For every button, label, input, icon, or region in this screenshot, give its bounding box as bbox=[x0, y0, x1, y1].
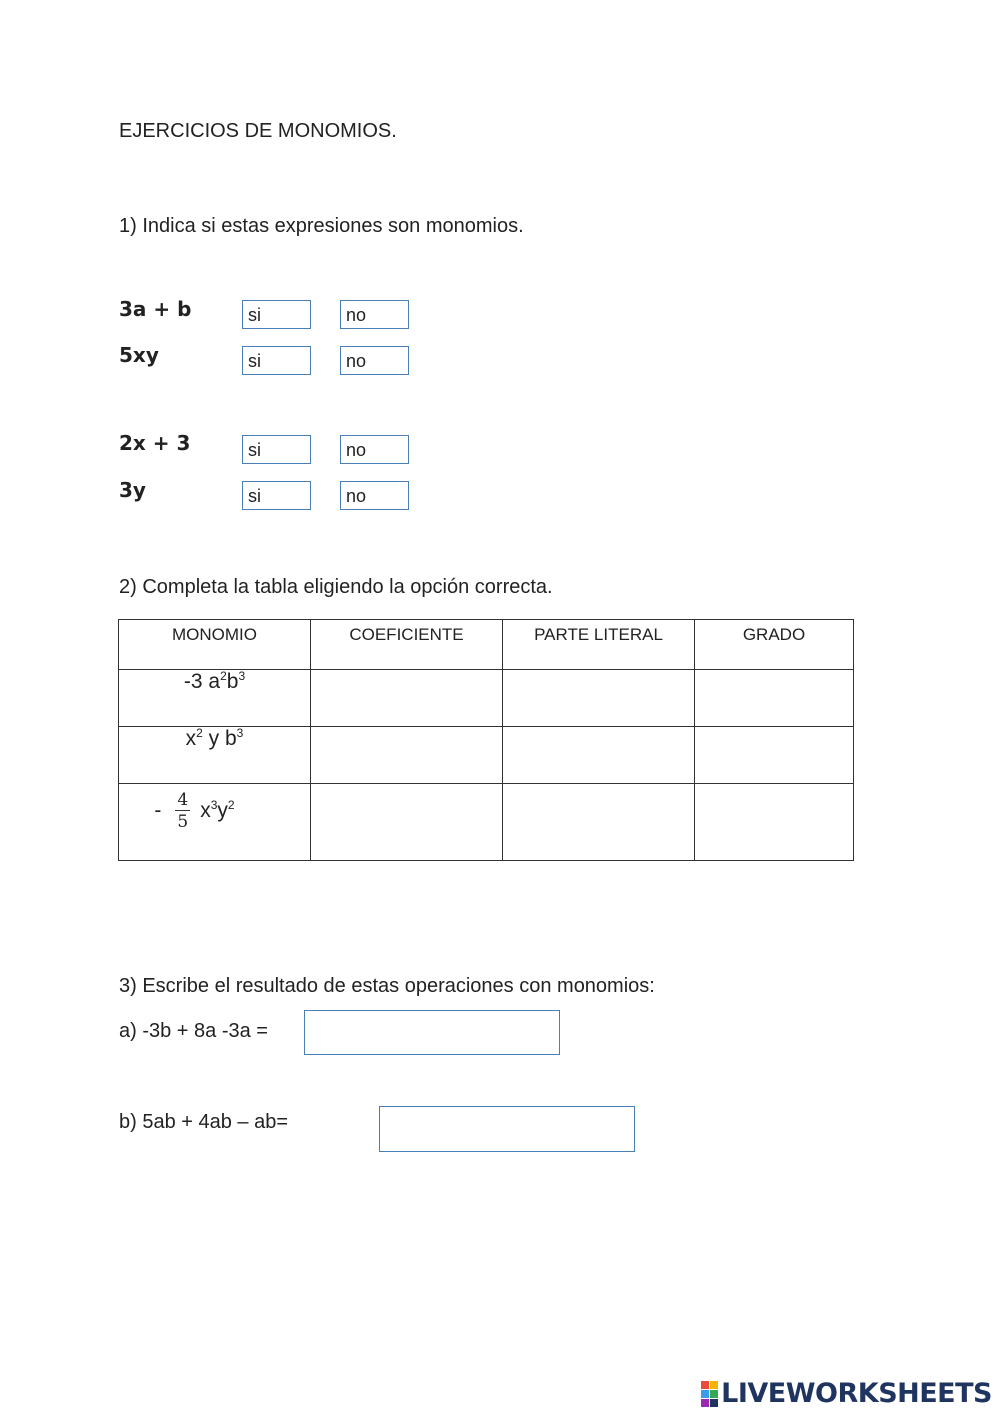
option-no-4[interactable]: no bbox=[340, 481, 409, 510]
parte-literal-answer-cell[interactable] bbox=[503, 784, 695, 861]
parte-literal-answer-cell[interactable] bbox=[503, 727, 695, 784]
logo-text: LIVEWORKSHEETS bbox=[721, 1378, 992, 1409]
monomial-cell-1: -3 $a^2b^3$ bbox=[119, 670, 311, 727]
option-no-1[interactable]: no bbox=[340, 300, 409, 329]
table-header-row bbox=[119, 620, 854, 670]
question-1-prompt: 1) Indica si estas expresiones son monomios. bbox=[119, 215, 524, 237]
coeficiente-answer-cell[interactable] bbox=[311, 727, 503, 784]
question-2-prompt: 2) Completa la tabla eligiendo la opción correcta. bbox=[119, 576, 553, 598]
header-parte-literal: PARTE LITERAL bbox=[503, 620, 695, 670]
monomial-cell-2: $x^2$ y $b^3$ bbox=[119, 727, 311, 784]
expression-4: 3y bbox=[119, 478, 146, 502]
parte-literal-answer-cell[interactable] bbox=[503, 670, 695, 727]
liveworksheets-logo bbox=[701, 1378, 992, 1409]
table-row bbox=[119, 784, 854, 861]
operation-a-answer-input[interactable] bbox=[304, 1010, 560, 1055]
option-no-3[interactable]: no bbox=[340, 435, 409, 464]
operation-b-label: b) 5ab + 4ab – ab= bbox=[119, 1111, 289, 1133]
coeficiente-answer-cell[interactable] bbox=[311, 784, 503, 861]
expression-1: 3a + b bbox=[119, 297, 192, 321]
header-monomio: MONOMIO bbox=[119, 620, 311, 670]
coeficiente-answer-cell[interactable] bbox=[311, 670, 503, 727]
header-coeficiente: COEFICIENTE bbox=[311, 620, 503, 670]
operation-b-answer-input[interactable] bbox=[379, 1106, 635, 1152]
table-row bbox=[119, 727, 854, 784]
page-title: EJERCICIOS DE MONOMIOS. bbox=[119, 120, 397, 142]
option-no-2[interactable]: no bbox=[340, 346, 409, 375]
monomial-table bbox=[118, 619, 854, 861]
option-si-2[interactable]: si bbox=[242, 346, 311, 375]
option-si-3[interactable]: si bbox=[242, 435, 311, 464]
option-si-1[interactable]: si bbox=[242, 300, 311, 329]
grado-answer-cell[interactable] bbox=[695, 670, 854, 727]
fraction: $\frac{4}{5}$ bbox=[177, 790, 189, 832]
expression-2: 5xy bbox=[119, 343, 159, 367]
expression-3: 2x + 3 bbox=[119, 431, 191, 455]
question-3-prompt: 3) Escribe el resultado de estas operaciones con monomios: bbox=[119, 975, 655, 997]
operation-a-label: a) -3b + 8a -3a = bbox=[119, 1020, 268, 1042]
monomial-cell-3: - $\frac{4}{5}$ $x^3y^2$ bbox=[119, 784, 311, 861]
grado-answer-cell[interactable] bbox=[695, 784, 854, 861]
grado-answer-cell[interactable] bbox=[695, 727, 854, 784]
table-row bbox=[119, 670, 854, 727]
liveworksheets-logo-icon bbox=[701, 1381, 718, 1407]
header-grado: GRADO bbox=[695, 620, 854, 670]
option-si-4[interactable]: si bbox=[242, 481, 311, 510]
